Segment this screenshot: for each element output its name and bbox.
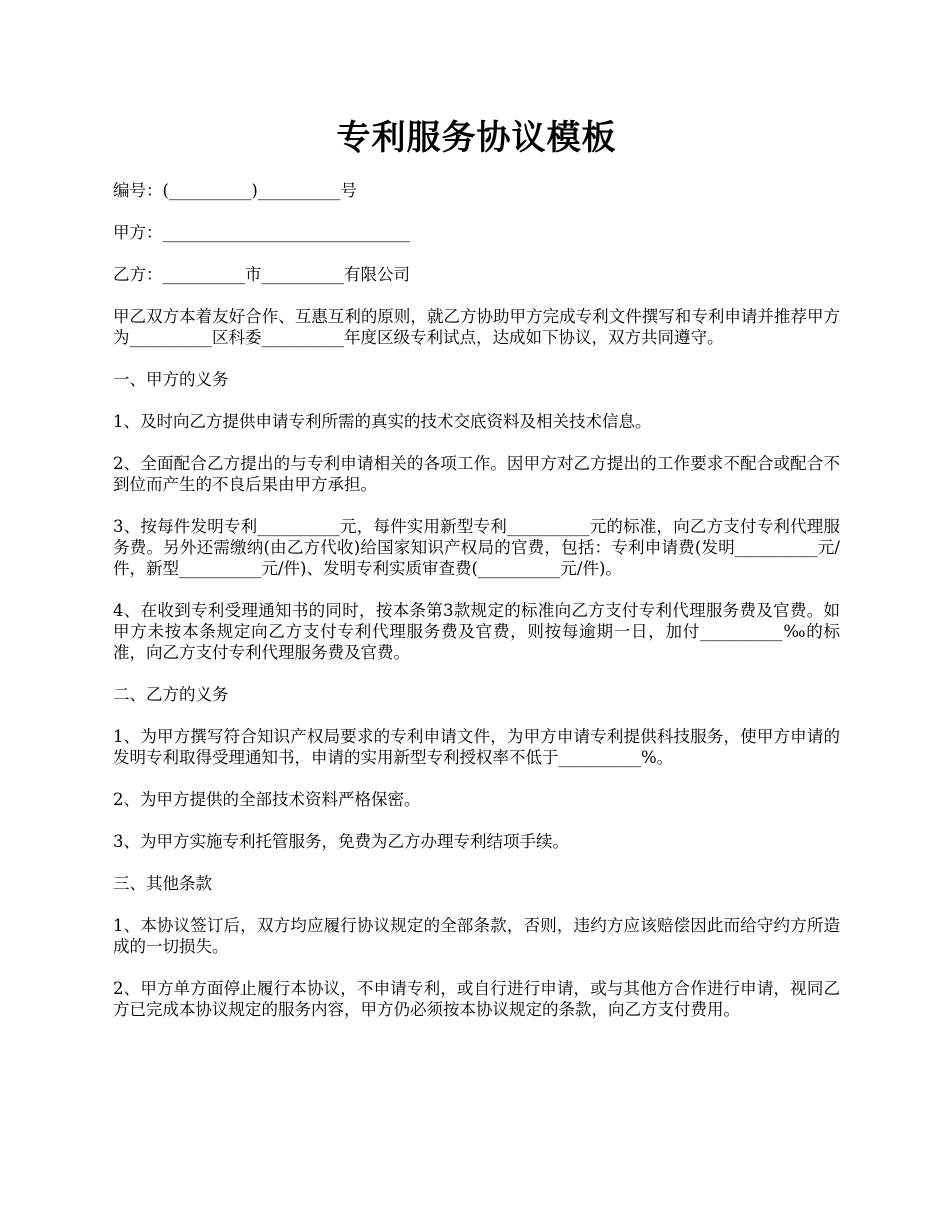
clause-b-1: 1、为甲方撰写符合知识产权局要求的专利申请文件，为甲方申请专利提供科技服务，使甲方申请的发明专利取得受理通知书，申请的实用新型专利授权率不低于__________%。 [113, 727, 840, 767]
clause-a-1: 1、及时向乙方提供申请专利所需的真实的技术交底资料及相关技术信息。 [113, 412, 652, 431]
document-page [113, 0, 840, 1020]
clause-a-2: 2、全面配合乙方提出的与专利申请相关的各项工作。因甲方对乙方提出的工作要求不配合或配合不到位而产生的不良后果由甲方承担。 [113, 454, 840, 494]
preamble-paragraph: 甲乙双方本着友好合作、互惠互利的原则，就乙方协助甲方完成专利文件撰写和专利申请并推荐甲方为__________区科委__________年度区级专利试点，达成如下协议，双方共同遵守。 [113, 307, 840, 347]
section-heading-party-b: 二、乙方的义务 [113, 685, 229, 704]
contract-number-line: 编号：(__________)__________号 [113, 181, 357, 200]
clause-b-2: 2、为甲方提供的全部技术资料严格保密。 [113, 790, 421, 809]
document-title: 专利服务协议模板 [336, 118, 617, 158]
section-heading-party-a: 一、甲方的义务 [113, 370, 229, 389]
clause-a-3: 3、按每件发明专利__________元，每件实用新型专利__________元的标准，向乙方支付专利代理服务费。另外还需缴纳(由乙方代收)给国家知识产权局的官费，包括：专利申请费(发明__________元/件，新型__________元/件)、发明专利实质审查费(__________元/件)。 [113, 517, 840, 578]
party-a-line: 甲方：______________________________ [113, 223, 410, 242]
section-heading-other-terms: 三、其他条款 [113, 874, 212, 893]
clause-other-1: 1、本协议签订后，双方均应履行协议规定的全部条款，否则，违约方应该赔偿因此而给守约方所造成的一切损失。 [113, 916, 840, 956]
clause-b-3: 3、为甲方实施专利托管服务，免费为乙方办理专利结项手续。 [113, 832, 569, 851]
party-b-line: 乙方：__________市__________有限公司 [113, 265, 410, 284]
clause-a-4: 4、在收到专利受理通知书的同时，按本条第3款规定的标准向乙方支付专利代理服务费及官费。如甲方未按本条规定向乙方支付专利代理服务费及官费，则按每逾期一日，加付__________‰的标准，向乙方支付专利代理服务费及官费。 [113, 601, 840, 662]
clause-other-2: 2、甲方单方面停止履行本协议，不申请专利，或自行进行申请，或与其他方合作进行申请，视同乙方已完成本协议规定的服务内容，甲方仍必须按本协议规定的条款，向乙方支付费用。 [113, 979, 840, 1019]
